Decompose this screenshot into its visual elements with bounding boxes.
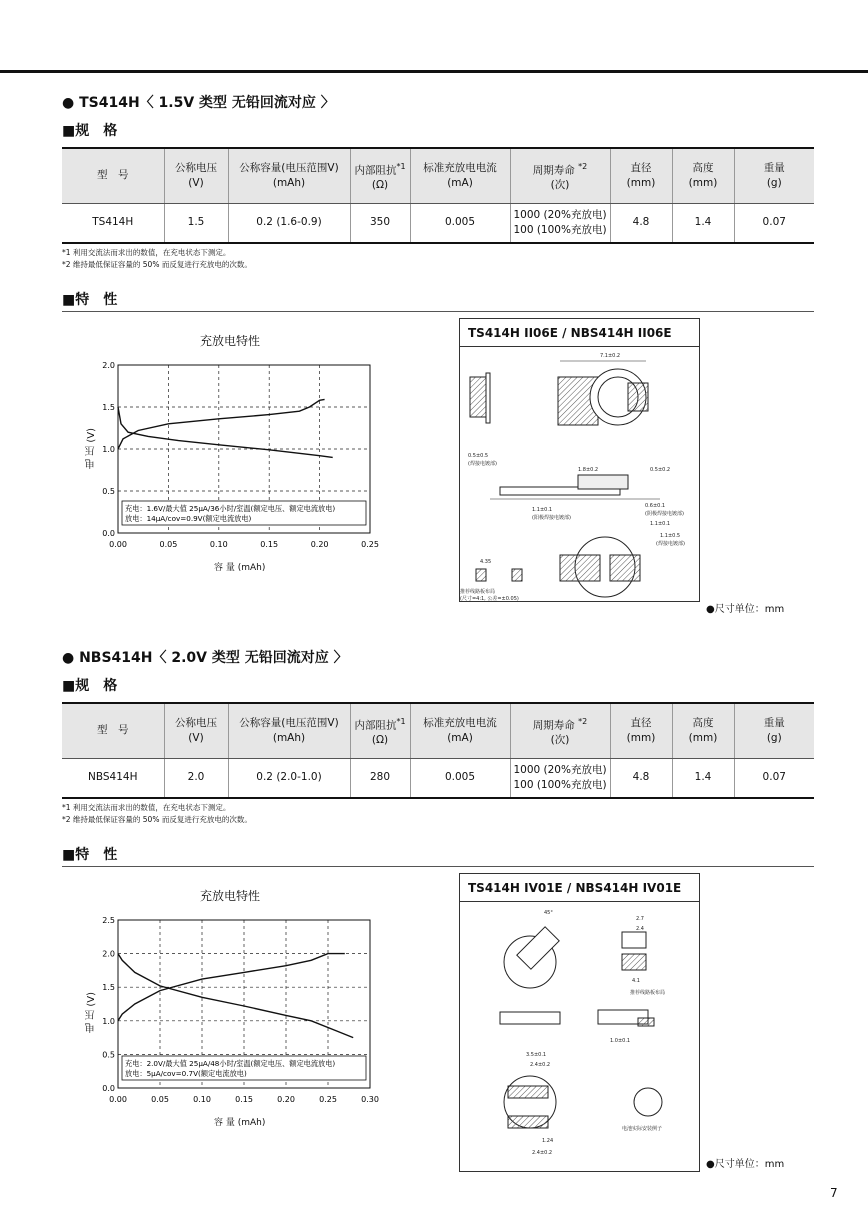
cell-current: 0.005	[410, 203, 510, 243]
cell-model: NBS414H	[62, 758, 164, 798]
dim-label: 2.4±0.2	[530, 1062, 551, 1068]
x-tick-label: 0.00	[109, 540, 127, 549]
chart-title: 充放电特性	[200, 889, 261, 903]
footnote-1: *1 利用交流法而求出的数值，在充电状态下测定。	[62, 248, 231, 257]
chart-ylabel: 电 压 (V)	[86, 992, 97, 1034]
y-tick-label: 1.0	[102, 445, 115, 454]
y-tick-label: 0.0	[102, 529, 115, 538]
x-tick-label: 0.10	[209, 540, 228, 549]
footnote-2: *2 维持最低保证容量的 50% 而反复进行充放电的次数。	[62, 815, 252, 824]
section-title-nbs414h: ● NBS414H〈 2.0V 类型 无铅回流对应 〉	[62, 650, 348, 666]
cell-height: 1.4	[672, 758, 734, 798]
x-tick-label: 0.15	[260, 540, 279, 549]
dim-label: 0.6±0.1	[645, 503, 666, 509]
dim-label: 1.8±0.2	[578, 467, 599, 473]
spec-heading: ■规 格	[62, 123, 118, 139]
header-cycle: 周期寿命 $^{*2}$ (次)	[510, 148, 610, 203]
legend-text: 放电：14μA/cov=0.9V(额定电流放电)	[125, 514, 252, 523]
cell-diameter: 4.8	[610, 758, 672, 798]
dim-label: 推荐线路板布局	[630, 990, 666, 996]
dim-label: 1.1±0.5	[660, 533, 681, 539]
header-diameter: 直径 (mm)	[610, 148, 672, 203]
cell-capacity: 0.2 (1.6-0.9)	[228, 203, 350, 243]
x-tick-label: 0.25	[319, 1095, 337, 1104]
header-height: 高度 (mm)	[672, 703, 734, 758]
header-current: 标准充放电电流 (mA)	[410, 703, 510, 758]
footnotes	[62, 247, 252, 271]
dim-label: 推荐线路板布局	[460, 589, 496, 595]
footnote-1: *1 利用交流法而求出的数值，在充电状态下测定。	[62, 803, 231, 812]
dim-label: 0.5±0.2	[650, 467, 671, 473]
cell-resistance: 350	[350, 203, 410, 243]
chart-title: 充放电特性	[200, 334, 261, 348]
dimension-figure	[460, 347, 699, 601]
x-tick-label: 0.20	[310, 540, 329, 549]
chart-ylabel: 电 压 (V)	[86, 428, 97, 470]
cell-height: 1.4	[672, 203, 734, 243]
y-tick-label: 2.5	[102, 916, 115, 925]
table-row	[62, 758, 814, 798]
dim-label: 4.1	[632, 978, 640, 984]
dim-label: 电池实际安装例子	[622, 1126, 663, 1132]
cell-diameter: 4.8	[610, 203, 672, 243]
spec-heading: ■规 格	[62, 678, 118, 694]
dim-label: (阴极焊接电镀部)	[645, 511, 684, 517]
table-row	[62, 203, 814, 243]
dim-label: 45°	[544, 910, 553, 916]
dimension-drawing-2	[459, 873, 700, 1172]
dim-label: 1.1±0.1	[532, 507, 553, 513]
dim-label: (尺寸=4:1, 公差=±0.05)	[460, 596, 519, 601]
section-title-ts414h: ● TS414H〈 1.5V 类型 无铅回流对应 〉	[62, 95, 335, 111]
header-resistance: 内部阻抗$^{*1}$ (Ω)	[350, 703, 410, 758]
dim-label: 2.4±0.2	[532, 1150, 553, 1156]
cell-capacity: 0.2 (2.0-1.0)	[228, 758, 350, 798]
divider	[62, 311, 814, 312]
dim-label: (阳极焊接电镀部)	[532, 515, 571, 521]
charge-discharge-chart-1	[90, 355, 390, 555]
x-tick-label: 0.15	[235, 1095, 253, 1104]
unit-label: ●尺寸单位：mm	[706, 604, 785, 615]
y-tick-label: 0.0	[102, 1084, 115, 1093]
discharge-curve	[118, 407, 333, 457]
unit-label: ●尺寸单位：mm	[706, 1159, 785, 1170]
divider	[62, 866, 814, 867]
spec-table-nbs414h	[62, 702, 814, 799]
x-tick-label: 0.20	[277, 1095, 295, 1104]
x-tick-label: 0.05	[151, 1095, 169, 1104]
dim-label: 2.4	[636, 926, 644, 932]
y-tick-label: 0.5	[102, 487, 115, 496]
x-tick-label: 0.30	[361, 1095, 379, 1104]
legend-text: 充电：2.0V/最大值 25μA/48小时/室温(额定电压、额定电流放电)	[125, 1059, 336, 1068]
footnotes	[62, 802, 252, 826]
dim-label: 0.5±0.5	[468, 453, 489, 459]
dim-label: 2.7	[636, 916, 644, 922]
dim-label: (焊接电镀部)	[656, 541, 685, 547]
dimension-figure	[460, 902, 699, 1171]
header-capacity: 公称容量(电压范围V) (mAh)	[228, 703, 350, 758]
y-tick-label: 1.5	[102, 983, 115, 993]
characteristics-heading: ■特 性	[62, 847, 118, 863]
charge-discharge-chart-2	[90, 910, 390, 1110]
y-tick-label: 2.0	[102, 949, 115, 959]
spec-table-ts414h	[62, 147, 814, 244]
y-tick-label: 1.5	[102, 403, 115, 412]
header-model: 型 号	[62, 703, 164, 758]
x-tick-label: 0.25	[361, 540, 379, 549]
dimension-drawing-1	[459, 318, 700, 602]
dim-label: 7.1±0.2	[600, 353, 621, 359]
header-current: 标准充放电电流 (mA)	[410, 148, 510, 203]
cell-current: 0.005	[410, 758, 510, 798]
footnote-2: *2 维持最低保证容量的 50% 而反复进行充放电的次数。	[62, 260, 252, 269]
discharge-curve	[118, 954, 353, 1038]
cell-cycle: 1000 (20%充放电) 100 (100%充放电)	[510, 758, 610, 798]
legend-text: 充电：1.6V/最大值 25μA/36小时/室温(额定电压、额定电流放电)	[125, 504, 336, 513]
y-tick-label: 2.0	[102, 361, 115, 370]
dim-label: 1.24	[542, 1138, 554, 1144]
y-tick-label: 0.5	[102, 1050, 115, 1060]
header-capacity: 公称容量(电压范围V) (mAh)	[228, 148, 350, 203]
header-diameter: 直径 (mm)	[610, 703, 672, 758]
header-voltage: 公称电压 (V)	[164, 703, 228, 758]
header-model: 型 号	[62, 148, 164, 203]
top-rule	[0, 70, 868, 73]
header-weight: 重量 (g)	[734, 148, 814, 203]
dim-label: (焊接电镀部)	[468, 461, 497, 467]
dimension-title: TS414H IV01E / NBS414H IV01E	[460, 874, 699, 902]
header-weight: 重量 (g)	[734, 703, 814, 758]
cell-voltage: 2.0	[164, 758, 228, 798]
dim-label: 4.35	[480, 559, 492, 565]
page-number: 7	[830, 1186, 838, 1200]
x-tick-label: 0.05	[159, 540, 178, 549]
dim-label: 1.0±0.1	[610, 1038, 631, 1044]
cell-voltage: 1.5	[164, 203, 228, 243]
dimension-title: TS414H II06E / NBS414H II06E	[460, 319, 699, 347]
x-tick-label: 0.10	[193, 1095, 211, 1104]
header-resistance: 内部阻抗$^{*1}$ (Ω)	[350, 148, 410, 203]
cell-cycle: 1000 (20%充放电) 100 (100%充放电)	[510, 203, 610, 243]
cell-model: TS414H	[62, 203, 164, 243]
chart-xlabel: 容 量 (mAh)	[214, 1118, 266, 1128]
header-voltage: 公称电压 (V)	[164, 148, 228, 203]
dim-label: 3.5±0.1	[526, 1052, 547, 1058]
x-tick-label: 0.00	[109, 1095, 127, 1104]
cell-resistance: 280	[350, 758, 410, 798]
dim-label: 1.1±0.1	[650, 521, 671, 527]
cell-weight: 0.07	[734, 203, 814, 243]
cell-weight: 0.07	[734, 758, 814, 798]
legend-text: 放电：5μA/cov=0.7V(额定电流放电)	[125, 1069, 247, 1078]
header-height: 高度 (mm)	[672, 148, 734, 203]
y-tick-label: 1.0	[102, 1016, 115, 1026]
header-cycle: 周期寿命 $^{*2}$ (次)	[510, 703, 610, 758]
chart-xlabel: 容 量 (mAh)	[214, 563, 266, 573]
characteristics-heading: ■特 性	[62, 292, 118, 308]
